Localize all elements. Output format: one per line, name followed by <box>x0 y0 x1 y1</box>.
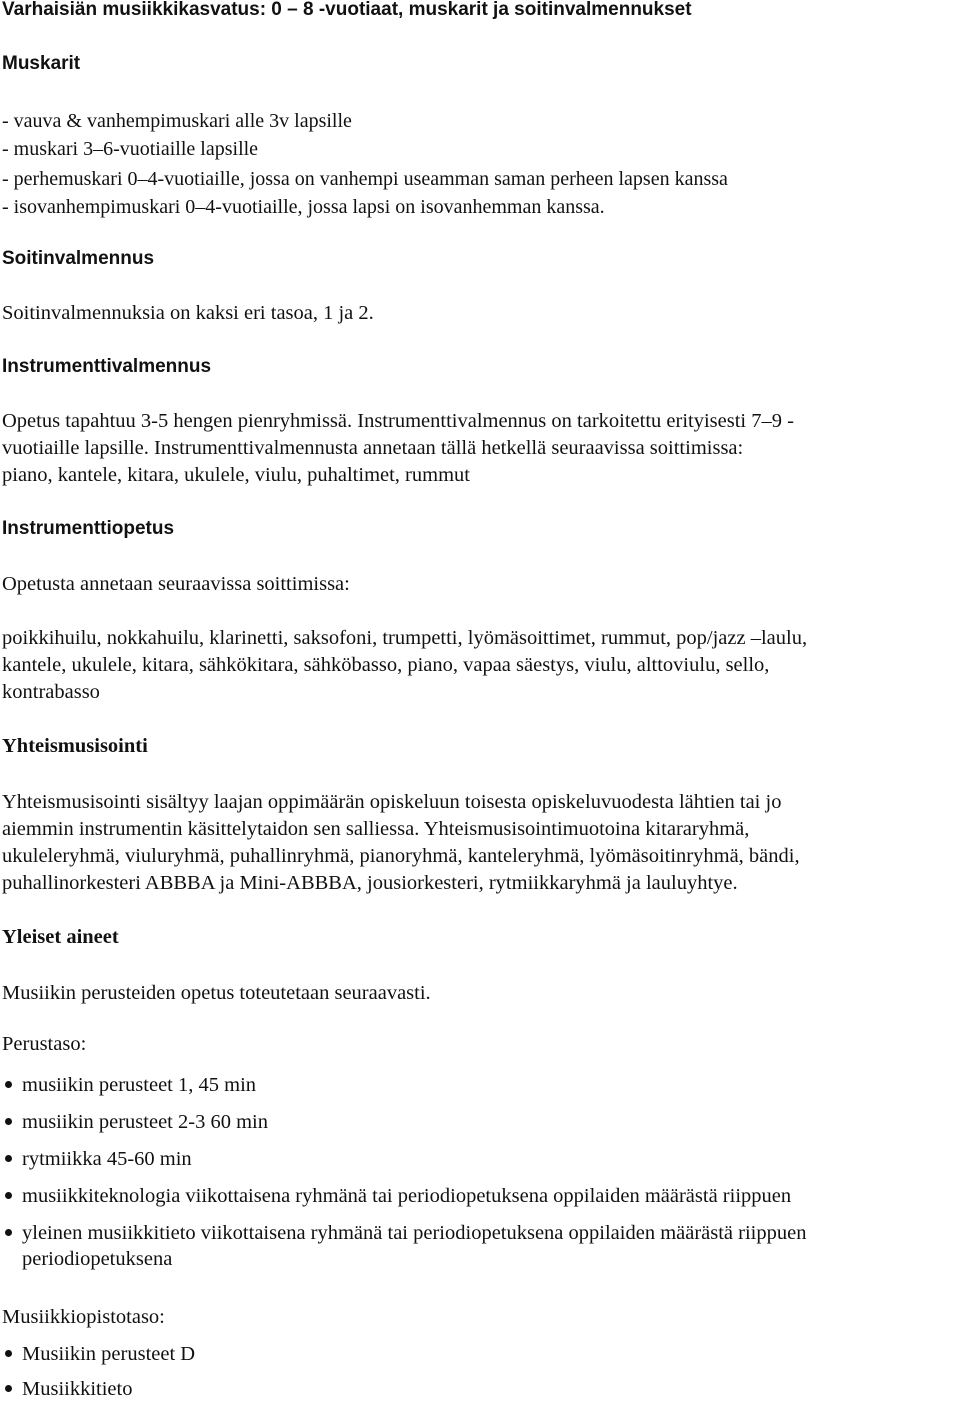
muskarit-item: - isovanhempimuskari 0–4-vuotiaille, jossa lapsi on isovanhemman kanssa. <box>2 196 605 218</box>
list-item <box>0 1183 960 1209</box>
instrumenttiopetus-line: poikkihuilu, nokkahuilu, klarinetti, saksofoni, trumpetti, lyömäsoittimet, rummut, pop/jazz –laulu, <box>2 627 808 649</box>
page-title: Varhaisiän musiikkikasvatus: 0 – 8 -vuotiaat, muskarit ja soitinvalmennukset <box>2 0 692 20</box>
list-item-text: Musiikkitieto <box>22 1378 133 1400</box>
bullet-icon <box>5 1350 12 1357</box>
yhteismusisointi-line: puhallinorkesteri ABBBA ja Mini-ABBBA, jousiorkesteri, rytmiikkaryhmä ja lauluyhtye. <box>2 872 738 894</box>
list-item-text: rytmiikka 45-60 min <box>22 1148 192 1170</box>
instrumenttiopetus-line: kantele, ukulele, kitara, sähkökitara, sähköbasso, piano, vapaa säestys, viulu, alttoviulu, sello, <box>2 654 770 676</box>
yhteismusisointi-line: ukuleleryhmä, viuluryhmä, puhallinryhmä, pianoryhmä, kanteleryhmä, lyömäsoitinryhmä, bändi, <box>2 845 800 867</box>
instrumenttiopetus-line: kontrabasso <box>2 681 100 703</box>
bullet-icon <box>5 1155 12 1162</box>
yhteismusisointi-line: aiemmin instrumentin käsittelytaidon sen salliessa. Yhteismusisointimuotoina kitararyhmä, <box>2 818 750 840</box>
list-item-text-continued: periodiopetuksena <box>22 1248 173 1270</box>
bullet-icon <box>5 1118 12 1125</box>
muskarit-heading: Muskarit <box>2 53 81 74</box>
instrumenttivalmennus-line: piano, kantele, kitara, ukulele, viulu, puhaltimet, rummut <box>2 464 470 486</box>
list-item-text: yleinen musiikkitieto viikottaisena ryhmänä tai periodiopetuksena oppilaiden määrästä riippuen <box>22 1222 807 1244</box>
yhteismusisointi-heading: Yhteismusisointi <box>2 735 148 757</box>
list-item <box>0 1109 960 1135</box>
yleiset-intro: Musiikin perusteiden opetus toteutetaan seuraavasti. <box>2 982 431 1004</box>
list-item-text: musiikkiteknologia viikottaisena ryhmänä tai periodiopetuksena oppilaiden määrästä riippuen <box>22 1185 792 1207</box>
list-item <box>0 1376 960 1402</box>
muskarit-item: - muskari 3–6-vuotiaille lapsille <box>2 138 259 160</box>
instrumenttiopetus-intro: Opetusta annetaan seuraavissa soittimissa: <box>2 573 350 595</box>
instrumenttivalmennus-heading: Instrumenttivalmennus <box>2 356 212 377</box>
list-item-text: musiikin perusteet 2-3 60 min <box>22 1111 268 1133</box>
bullet-icon <box>5 1192 12 1199</box>
list-item <box>0 1146 960 1172</box>
opistotaso-label: Musiikkiopistotaso: <box>2 1306 165 1328</box>
list-item <box>0 1341 960 1367</box>
soitinvalmennus-text: Soitinvalmennuksia on kaksi eri tasoa, 1 ja 2. <box>2 302 374 324</box>
bullet-icon <box>5 1385 12 1392</box>
instrumenttivalmennus-line: vuotiaille lapsille. Instrumenttivalmennusta annetaan tällä hetkellä seuraavissa soittimissa: <box>2 437 744 459</box>
muskarit-item: - perhemuskari 0–4-vuotiaille, jossa on vanhempi useamman saman perheen lapsen kanssa <box>2 168 728 190</box>
list-item-text: Musiikin perusteet D <box>22 1343 196 1365</box>
list-item <box>0 1220 960 1272</box>
instrumenttivalmennus-line: Opetus tapahtuu 3-5 hengen pienryhmissä. Instrumenttivalmennus on tarkoitettu erityisesti 7–9 - <box>2 410 794 432</box>
list-item <box>0 1072 960 1098</box>
muskarit-item: - vauva & vanhempimuskari alle 3v lapsille <box>2 110 352 132</box>
yleiset-heading: Yleiset aineet <box>2 926 119 948</box>
instrumenttiopetus-heading: Instrumenttiopetus <box>2 518 175 539</box>
soitinvalmennus-heading: Soitinvalmennus <box>2 248 155 269</box>
yhteismusisointi-line: Yhteismusisointi sisältyy laajan oppimäärän opiskeluun toisesta opiskeluvuodesta lähtien tai jo <box>2 791 782 813</box>
list-item-text: musiikin perusteet 1, 45 min <box>22 1074 257 1096</box>
perustaso-label: Perustaso: <box>2 1033 87 1055</box>
bullet-icon <box>5 1229 12 1236</box>
bullet-icon <box>5 1081 12 1088</box>
